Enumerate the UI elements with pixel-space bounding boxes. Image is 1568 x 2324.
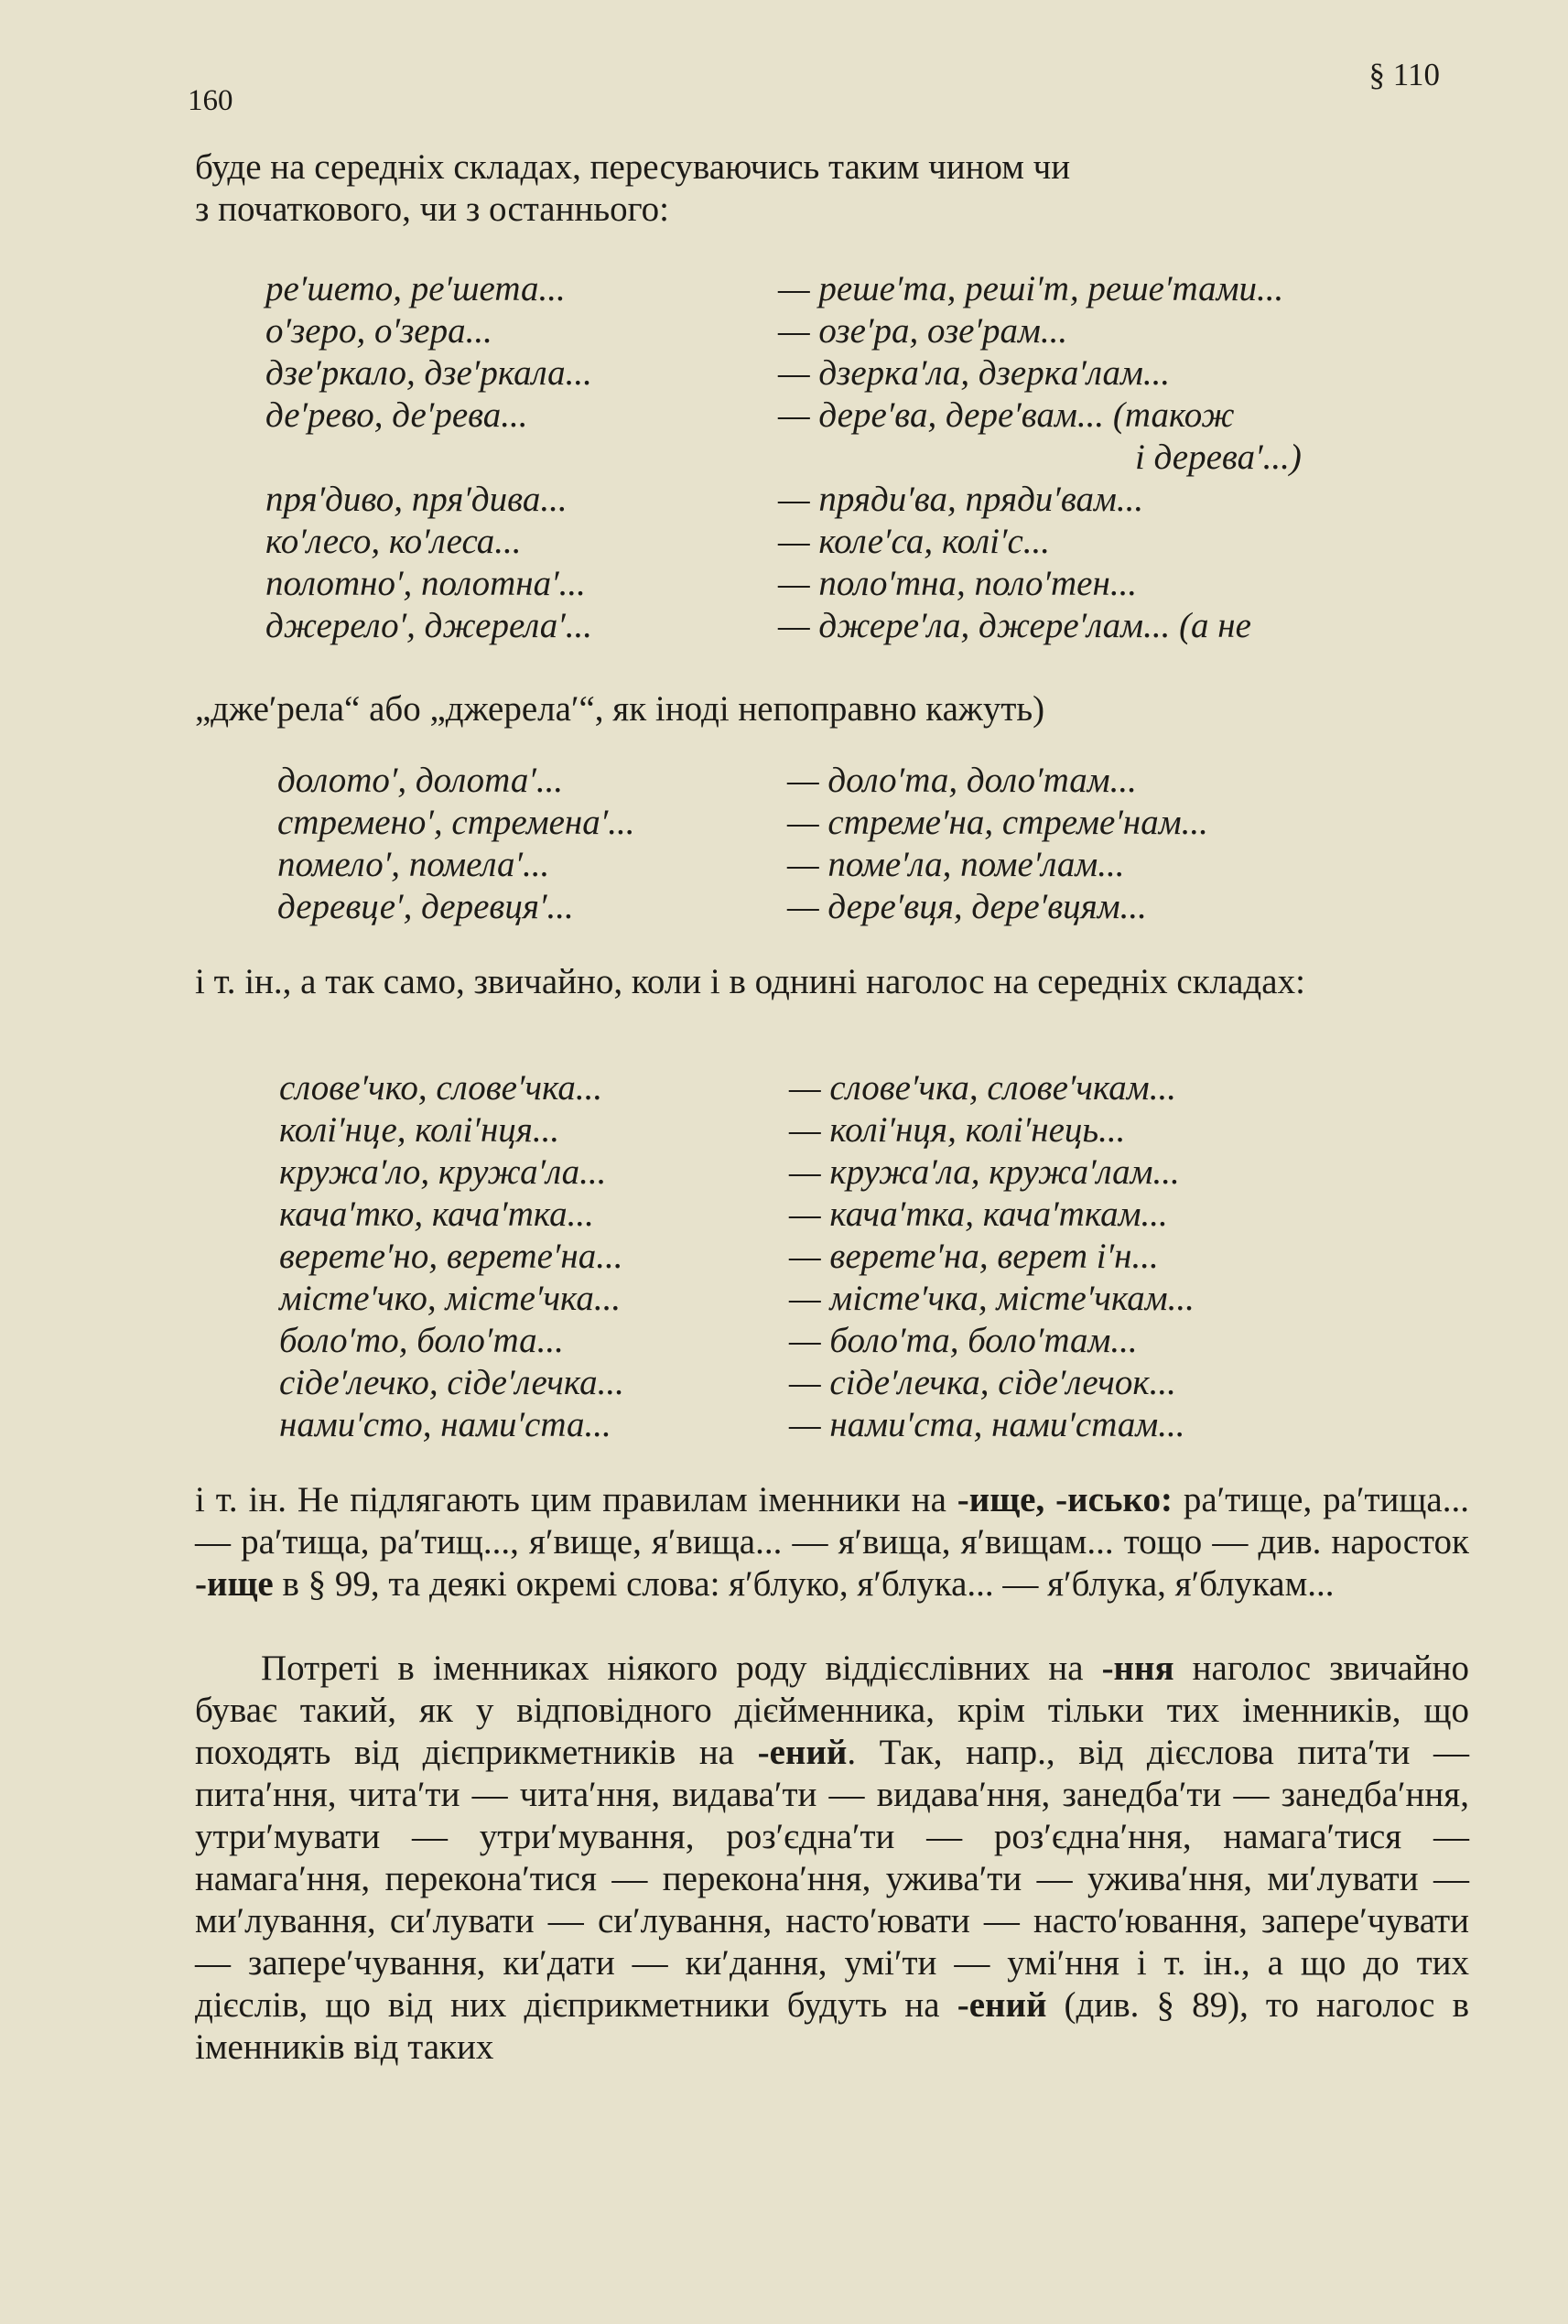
- suffix-bold: -ений: [957, 1985, 1047, 2025]
- word-pair-row: [0, 479, 1568, 521]
- suffix-bold: -ений: [757, 1733, 848, 1772]
- text-run: . Так, напр., від дієслова пита′ти — пита′ння, чита′ти — чита′ння, видава′ти — видава′ння, занедба′ти — занедба′ння, утри′мувати — утри′мування, роз′єдна′ти — роз′єдна′ння, намага′тися — намага′ння, перекона′тися — перекона′ння, ужива′ти — ужива′ння, ми′лувати — ми′лування, си′лувати — си′лування, насто′ювати — насто′ювання, запере′чувати — запере′чування, ки′дати — ки′дання, умі′ти — умі′ння і т. ін., а що до тих дієслів, що від них дієприкметники будуть на: [195, 1733, 1469, 2025]
- singular-forms: нами′сто, нами′ста...: [279, 1405, 611, 1444]
- word-pair-row: [0, 1151, 1568, 1194]
- suffix-bold: -ище, -исько:: [957, 1480, 1173, 1519]
- plural-forms: — реше′та, решi′т, реше′тами...: [778, 269, 1284, 308]
- text-run: і т. ін. Не підлягають цим правилам іменники на: [195, 1480, 957, 1519]
- word-pair-row: [0, 605, 1568, 647]
- word-pair-row: [0, 310, 1568, 352]
- singular-forms: полотно′, полотна′...: [265, 564, 586, 603]
- text-run: ра′тище, ра′тища... — ра′тища, ра′тищ..., я′вище, я′вища... — я′вища, я′вищам... тощо — див. наросток: [195, 1480, 1469, 1562]
- word-pair-row: [0, 1320, 1568, 1362]
- section-reference: § 110: [1368, 57, 1440, 92]
- singular-forms: кружа′ло, кружа′ла...: [279, 1152, 607, 1192]
- plural-forms: — доло′та, доло′там...: [787, 761, 1137, 800]
- singular-forms: ко′лесо, ко′леса...: [265, 522, 522, 561]
- page-number: 160: [188, 84, 233, 117]
- singular-forms: де′рево, де′рева...: [265, 395, 528, 435]
- word-pairs-group-3: [0, 1067, 1568, 1446]
- plural-forms: — боло′та, боло′там...: [789, 1321, 1138, 1360]
- plural-forms: — дзеркa′ла, дзеркa′лам...: [778, 353, 1171, 393]
- plural-forms: — коле′са, колi′с...: [778, 522, 1051, 561]
- plural-forms: — поме′ла, поме′лам...: [787, 845, 1125, 884]
- continuation-line: „дже′рела“ або „джерела′“, як іноді непоправно кажуть): [195, 689, 1045, 729]
- text-run: наголос звичайно буває такий, як у відповідного дієйменника, крім тільки тих іменників, що походять від дієприкметників на: [195, 1648, 1469, 1772]
- singular-forms: колi′нце, колi′нця...: [279, 1110, 560, 1150]
- suffix-bold: -ище: [195, 1564, 274, 1604]
- word-pair-row: [0, 1278, 1568, 1320]
- singular-forms: слове′чко, слове′чка...: [279, 1068, 603, 1108]
- plural-forms: — нами′ста, нами′стам...: [789, 1405, 1185, 1444]
- singular-forms: стремено′, стремена′...: [277, 803, 635, 842]
- word-pair-row: [0, 1109, 1568, 1151]
- plural-forms: — кача′тка, кача′ткам...: [789, 1194, 1168, 1234]
- singular-forms: о′зеро, о′зера...: [265, 311, 492, 351]
- word-pair-row: [0, 886, 1568, 928]
- plural-forms: — місте′чка, місте′чкам...: [789, 1279, 1195, 1318]
- intro-line: з початкового, чи з останнього:: [195, 189, 670, 229]
- singular-forms: місте′чко, місте′чка...: [279, 1279, 622, 1318]
- word-pair-row: [0, 802, 1568, 844]
- intro-line: буде на середніх складах, пересуваючись таким чином чи: [195, 147, 1071, 187]
- middle-paragraph: і т. ін., а так само, звичайно, коли і в однині наголос на середніх складах:: [195, 962, 1305, 1001]
- word-pair-row: [0, 563, 1568, 605]
- plural-forms: — поло′тна, поло′тен...: [778, 564, 1138, 603]
- word-pair-row: [0, 437, 1568, 479]
- text-run: в § 99, та деякі окремі слова: я′блуко, я′блука... — я′блука, я′блукам...: [273, 1564, 1335, 1604]
- word-pair-row: [0, 760, 1568, 802]
- plural-forms: — кружа′ла, кружа′лам...: [789, 1152, 1180, 1192]
- plural-forms: — сіде′лечка, сіде′лечок...: [789, 1363, 1176, 1402]
- singular-forms: боло′то, боло′та...: [279, 1321, 564, 1360]
- word-pair-row: [0, 352, 1568, 395]
- singular-forms: деревце′, деревця′...: [277, 887, 574, 926]
- word-pair-row: [0, 521, 1568, 563]
- singular-forms: кача′тко, кача′тка...: [279, 1194, 594, 1234]
- word-pair-row: [0, 1362, 1568, 1404]
- word-pairs-group-1: [0, 268, 1568, 647]
- singular-forms: ре′шето, ре′шета...: [265, 269, 566, 308]
- plural-forms: — верете′на, верет i′н...: [789, 1237, 1159, 1276]
- word-pair-row: [0, 268, 1568, 310]
- plural-forms: — дере′ва, дере′вам... (також: [778, 395, 1235, 435]
- suffix-bold: -ння: [1101, 1648, 1174, 1688]
- word-pair-row: [0, 1404, 1568, 1446]
- word-pair-row: [0, 395, 1568, 437]
- singular-forms: помело′, помела′...: [277, 845, 550, 884]
- singular-forms: пря′диво, пря′дива...: [265, 480, 568, 519]
- singular-forms: долото′, долота′...: [277, 761, 564, 800]
- plural-forms: — озе′ра, озе′рам...: [778, 311, 1068, 351]
- plural-forms: — пряди′ва, пряди′вам...: [778, 480, 1144, 519]
- word-pair-row: [0, 1067, 1568, 1109]
- plural-forms: і дерева′...): [1135, 438, 1302, 477]
- plural-forms: — стреме′на, стреме′нам...: [787, 803, 1208, 842]
- word-pairs-group-2: [0, 760, 1568, 928]
- text-run: (див. § 89), то наголос в іменників від таких: [195, 1985, 1469, 2067]
- singular-forms: джерело′, джерела′...: [265, 606, 593, 645]
- exceptions-paragraph: [195, 1479, 1469, 1605]
- word-pair-row: [0, 844, 1568, 886]
- plural-forms: — слове′чка, слове′чкам...: [789, 1068, 1176, 1108]
- plural-forms: — джере′ла, джере′лам... (а не: [778, 606, 1251, 645]
- verbal-nouns-paragraph: [195, 1648, 1469, 2069]
- word-pair-row: [0, 1236, 1568, 1278]
- singular-forms: сіде′лечко, сіде′лечка...: [279, 1363, 624, 1402]
- plural-forms: — колi′нця, колi′нець...: [789, 1110, 1126, 1150]
- text-run: Потреті в іменниках ніякого роду віддієслівних на: [261, 1648, 1102, 1688]
- word-pair-row: [0, 1194, 1568, 1236]
- singular-forms: дзе′ркало, дзе′ркала...: [265, 353, 592, 393]
- singular-forms: верете′но, верете′на...: [279, 1237, 623, 1276]
- plural-forms: — дере′вця, дере′вцям...: [787, 887, 1147, 926]
- intro-paragraph: [195, 146, 1469, 231]
